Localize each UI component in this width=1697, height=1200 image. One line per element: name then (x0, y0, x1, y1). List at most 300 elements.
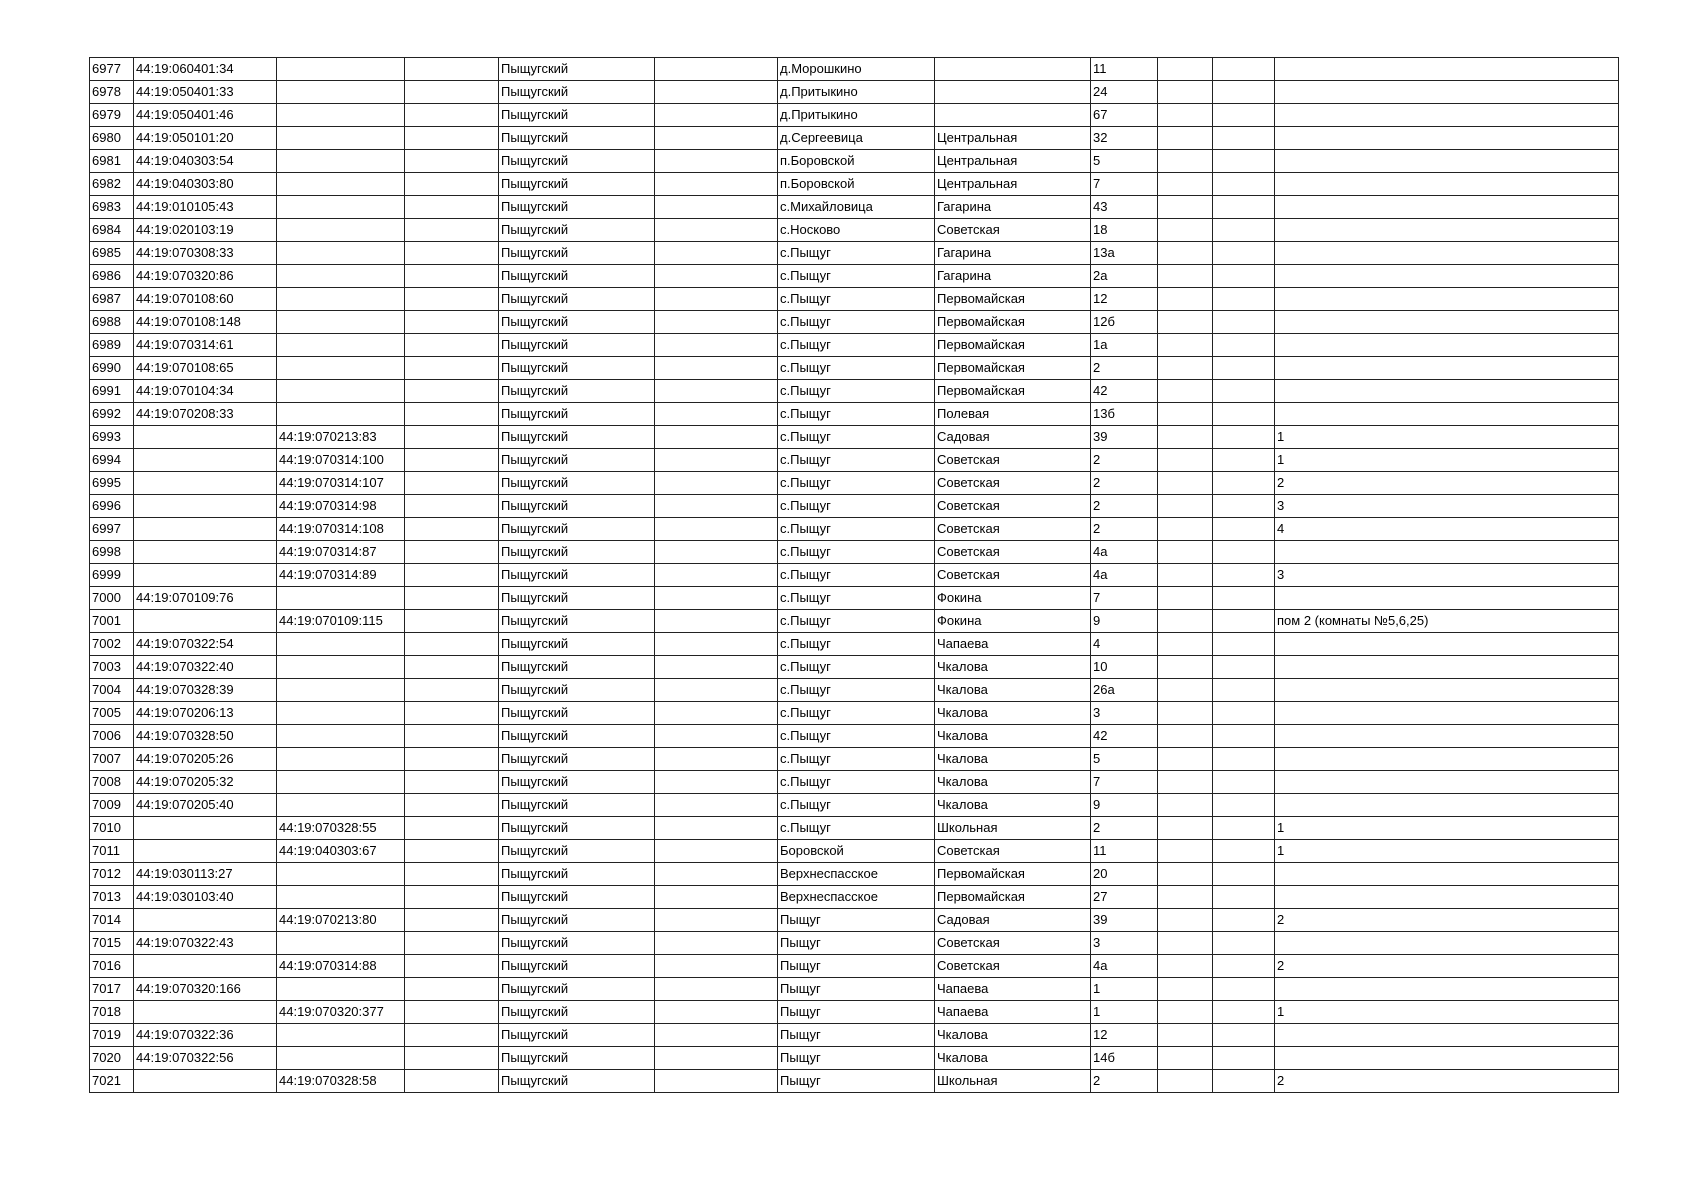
room-cadastral-number-cell (277, 656, 405, 679)
street-cell: Гагарина (935, 265, 1091, 288)
empty-cell (655, 127, 778, 150)
room-cadastral-number-cell (277, 127, 405, 150)
cadastral-number-cell: 44:19:070108:60 (134, 288, 277, 311)
empty-cell (1213, 265, 1275, 288)
locality-cell: с.Пыщуг (778, 265, 935, 288)
empty-cell (405, 610, 499, 633)
apartment-note-cell: 2 (1275, 472, 1619, 495)
district-cell: Пыщугский (499, 1047, 655, 1070)
table-row (90, 587, 1619, 610)
empty-cell (1158, 150, 1213, 173)
apartment-note-cell (1275, 58, 1619, 81)
row-number-cell: 7013 (90, 886, 134, 909)
street-cell: Первомайская (935, 863, 1091, 886)
room-cadastral-number-cell: 44:19:070213:80 (277, 909, 405, 932)
empty-cell (1158, 702, 1213, 725)
empty-cell (1213, 334, 1275, 357)
empty-cell (655, 955, 778, 978)
empty-cell (655, 633, 778, 656)
empty-cell (655, 656, 778, 679)
empty-cell (1213, 150, 1275, 173)
street-cell: Чкалова (935, 771, 1091, 794)
empty-cell (1213, 403, 1275, 426)
room-cadastral-number-cell: 44:19:070328:58 (277, 1070, 405, 1093)
empty-cell (1158, 909, 1213, 932)
apartment-note-cell: 1 (1275, 1001, 1619, 1024)
house-number-cell: 9 (1091, 794, 1158, 817)
empty-cell (655, 932, 778, 955)
empty-cell (655, 748, 778, 771)
apartment-note-cell: 4 (1275, 518, 1619, 541)
empty-cell (1213, 840, 1275, 863)
empty-cell (655, 357, 778, 380)
empty-cell (1158, 610, 1213, 633)
street-cell: Чкалова (935, 1024, 1091, 1047)
room-cadastral-number-cell (277, 196, 405, 219)
empty-cell (1213, 633, 1275, 656)
empty-cell (1213, 863, 1275, 886)
empty-cell (1213, 656, 1275, 679)
empty-cell (1158, 334, 1213, 357)
empty-cell (405, 909, 499, 932)
empty-cell (1158, 1070, 1213, 1093)
table-row (90, 1070, 1619, 1093)
street-cell: Советская (935, 541, 1091, 564)
empty-cell (1158, 679, 1213, 702)
room-cadastral-number-cell (277, 173, 405, 196)
empty-cell (1213, 610, 1275, 633)
row-number-cell: 6998 (90, 541, 134, 564)
empty-cell (1158, 771, 1213, 794)
cadastral-number-cell: 44:19:030103:40 (134, 886, 277, 909)
empty-cell (1213, 357, 1275, 380)
locality-cell: с.Пыщуг (778, 311, 935, 334)
empty-cell (1158, 748, 1213, 771)
row-number-cell: 7020 (90, 1047, 134, 1070)
district-cell: Пыщугский (499, 449, 655, 472)
empty-cell (1158, 311, 1213, 334)
empty-cell (655, 1001, 778, 1024)
empty-cell (655, 403, 778, 426)
empty-cell (1213, 1070, 1275, 1093)
empty-cell (405, 403, 499, 426)
empty-cell (1158, 633, 1213, 656)
empty-cell (1213, 909, 1275, 932)
empty-cell (405, 1047, 499, 1070)
locality-cell: с.Пыщуг (778, 357, 935, 380)
locality-cell: с.Пыщуг (778, 771, 935, 794)
room-cadastral-number-cell (277, 403, 405, 426)
table-row (90, 81, 1619, 104)
cadastral-number-cell: 44:19:050101:20 (134, 127, 277, 150)
apartment-note-cell (1275, 633, 1619, 656)
district-cell: Пыщугский (499, 633, 655, 656)
empty-cell (655, 840, 778, 863)
street-cell: Первомайская (935, 357, 1091, 380)
cadastral-number-cell (134, 955, 277, 978)
apartment-note-cell (1275, 541, 1619, 564)
cadastral-number-cell (134, 840, 277, 863)
table-row (90, 472, 1619, 495)
street-cell: Первомайская (935, 380, 1091, 403)
empty-cell (1158, 518, 1213, 541)
district-cell: Пыщугский (499, 909, 655, 932)
locality-cell: с.Пыщуг (778, 472, 935, 495)
cadastral-number-cell (134, 909, 277, 932)
row-number-cell: 6984 (90, 219, 134, 242)
locality-cell: Пыщуг (778, 978, 935, 1001)
room-cadastral-number-cell (277, 311, 405, 334)
apartment-note-cell (1275, 127, 1619, 150)
table-row (90, 150, 1619, 173)
empty-cell (655, 702, 778, 725)
cadastral-number-cell: 44:19:070328:50 (134, 725, 277, 748)
empty-cell (405, 1024, 499, 1047)
row-number-cell: 7008 (90, 771, 134, 794)
district-cell: Пыщугский (499, 127, 655, 150)
cadastral-number-cell: 44:19:040303:80 (134, 173, 277, 196)
room-cadastral-number-cell: 44:19:070314:108 (277, 518, 405, 541)
locality-cell: д.Морошкино (778, 58, 935, 81)
apartment-note-cell (1275, 794, 1619, 817)
district-cell: Пыщугский (499, 58, 655, 81)
district-cell: Пыщугский (499, 426, 655, 449)
room-cadastral-number-cell (277, 863, 405, 886)
row-number-cell: 7021 (90, 1070, 134, 1093)
house-number-cell: 4а (1091, 541, 1158, 564)
apartment-note-cell (1275, 219, 1619, 242)
locality-cell: с.Пыщуг (778, 426, 935, 449)
registry-sheet (89, 57, 1618, 1093)
empty-cell (405, 886, 499, 909)
room-cadastral-number-cell: 44:19:070314:100 (277, 449, 405, 472)
cadastral-number-cell (134, 541, 277, 564)
empty-cell (1158, 794, 1213, 817)
cadastral-number-cell: 44:19:070109:76 (134, 587, 277, 610)
empty-cell (405, 518, 499, 541)
locality-cell: Пыщуг (778, 932, 935, 955)
house-number-cell: 4а (1091, 564, 1158, 587)
registry-table (89, 57, 1619, 1093)
empty-cell (1158, 656, 1213, 679)
empty-cell (405, 633, 499, 656)
street-cell: Школьная (935, 817, 1091, 840)
empty-cell (405, 656, 499, 679)
room-cadastral-number-cell (277, 357, 405, 380)
room-cadastral-number-cell (277, 633, 405, 656)
house-number-cell: 27 (1091, 886, 1158, 909)
registry-rows (90, 58, 1619, 1093)
district-cell: Пыщугский (499, 472, 655, 495)
street-cell: Чкалова (935, 725, 1091, 748)
cadastral-number-cell: 44:19:070314:61 (134, 334, 277, 357)
empty-cell (655, 265, 778, 288)
apartment-note-cell: пом 2 (комнаты №5,6,25) (1275, 610, 1619, 633)
empty-cell (405, 288, 499, 311)
cadastral-number-cell: 44:19:050401:46 (134, 104, 277, 127)
apartment-note-cell (1275, 679, 1619, 702)
empty-cell (655, 1047, 778, 1070)
empty-cell (1158, 886, 1213, 909)
empty-cell (1213, 311, 1275, 334)
empty-cell (655, 610, 778, 633)
street-cell: Советская (935, 955, 1091, 978)
room-cadastral-number-cell (277, 219, 405, 242)
cadastral-number-cell (134, 449, 277, 472)
street-cell: Фокина (935, 610, 1091, 633)
empty-cell (1158, 357, 1213, 380)
street-cell: Первомайская (935, 334, 1091, 357)
empty-cell (655, 81, 778, 104)
cadastral-number-cell: 44:19:070320:166 (134, 978, 277, 1001)
apartment-note-cell: 1 (1275, 840, 1619, 863)
house-number-cell: 7 (1091, 587, 1158, 610)
room-cadastral-number-cell (277, 1047, 405, 1070)
room-cadastral-number-cell: 44:19:070314:89 (277, 564, 405, 587)
locality-cell: с.Пыщуг (778, 288, 935, 311)
empty-cell (1158, 587, 1213, 610)
row-number-cell: 7003 (90, 656, 134, 679)
apartment-note-cell: 2 (1275, 955, 1619, 978)
street-cell: Центральная (935, 127, 1091, 150)
apartment-note-cell (1275, 334, 1619, 357)
district-cell: Пыщугский (499, 886, 655, 909)
table-row (90, 311, 1619, 334)
empty-cell (655, 564, 778, 587)
empty-cell (405, 771, 499, 794)
empty-cell (655, 449, 778, 472)
cadastral-number-cell: 44:19:070205:32 (134, 771, 277, 794)
empty-cell (1158, 449, 1213, 472)
house-number-cell: 14б (1091, 1047, 1158, 1070)
empty-cell (1158, 81, 1213, 104)
apartment-note-cell (1275, 173, 1619, 196)
row-number-cell: 6993 (90, 426, 134, 449)
table-row (90, 1047, 1619, 1070)
table-row (90, 173, 1619, 196)
row-number-cell: 7010 (90, 817, 134, 840)
empty-cell (1158, 564, 1213, 587)
room-cadastral-number-cell (277, 771, 405, 794)
district-cell: Пыщугский (499, 725, 655, 748)
empty-cell (655, 150, 778, 173)
cadastral-number-cell: 44:19:070208:33 (134, 403, 277, 426)
row-number-cell: 6990 (90, 357, 134, 380)
empty-cell (405, 127, 499, 150)
house-number-cell: 24 (1091, 81, 1158, 104)
apartment-note-cell: 1 (1275, 426, 1619, 449)
empty-cell (655, 679, 778, 702)
cadastral-number-cell: 44:19:070108:65 (134, 357, 277, 380)
house-number-cell: 1 (1091, 978, 1158, 1001)
apartment-note-cell (1275, 1047, 1619, 1070)
apartment-note-cell (1275, 288, 1619, 311)
room-cadastral-number-cell (277, 150, 405, 173)
district-cell: Пыщугский (499, 955, 655, 978)
empty-cell (1213, 886, 1275, 909)
empty-cell (1158, 426, 1213, 449)
cadastral-number-cell: 44:19:070308:33 (134, 242, 277, 265)
street-cell: Чапаева (935, 978, 1091, 1001)
street-cell: Советская (935, 449, 1091, 472)
house-number-cell: 18 (1091, 219, 1158, 242)
district-cell: Пыщугский (499, 1001, 655, 1024)
empty-cell (1213, 564, 1275, 587)
locality-cell: с.Михайловица (778, 196, 935, 219)
empty-cell (1213, 426, 1275, 449)
locality-cell: Пыщуг (778, 909, 935, 932)
table-row (90, 1001, 1619, 1024)
cadastral-number-cell (134, 1070, 277, 1093)
empty-cell (1213, 771, 1275, 794)
district-cell: Пыщугский (499, 978, 655, 1001)
street-cell: Садовая (935, 909, 1091, 932)
house-number-cell: 5 (1091, 150, 1158, 173)
empty-cell (655, 771, 778, 794)
cadastral-number-cell: 44:19:070322:43 (134, 932, 277, 955)
district-cell: Пыщугский (499, 610, 655, 633)
apartment-note-cell (1275, 771, 1619, 794)
empty-cell (405, 58, 499, 81)
empty-cell (1213, 978, 1275, 1001)
locality-cell: Пыщуг (778, 1047, 935, 1070)
locality-cell: д.Притыкино (778, 104, 935, 127)
cadastral-number-cell: 44:19:070322:40 (134, 656, 277, 679)
house-number-cell: 42 (1091, 380, 1158, 403)
district-cell: Пыщугский (499, 518, 655, 541)
locality-cell: Пыщуг (778, 1070, 935, 1093)
room-cadastral-number-cell (277, 265, 405, 288)
empty-cell (1158, 955, 1213, 978)
house-number-cell: 2 (1091, 357, 1158, 380)
empty-cell (405, 265, 499, 288)
room-cadastral-number-cell (277, 748, 405, 771)
empty-cell (655, 909, 778, 932)
empty-cell (405, 794, 499, 817)
locality-cell: д.Притыкино (778, 81, 935, 104)
locality-cell: с.Пыщуг (778, 679, 935, 702)
table-row (90, 380, 1619, 403)
locality-cell: с.Пыщуг (778, 817, 935, 840)
row-number-cell: 6987 (90, 288, 134, 311)
row-number-cell: 7019 (90, 1024, 134, 1047)
empty-cell (1213, 127, 1275, 150)
cadastral-number-cell: 44:19:070205:26 (134, 748, 277, 771)
room-cadastral-number-cell (277, 794, 405, 817)
district-cell: Пыщугский (499, 1024, 655, 1047)
apartment-note-cell: 2 (1275, 1070, 1619, 1093)
street-cell (935, 104, 1091, 127)
empty-cell (1158, 472, 1213, 495)
cadastral-number-cell: 44:19:070322:56 (134, 1047, 277, 1070)
empty-cell (405, 426, 499, 449)
room-cadastral-number-cell (277, 58, 405, 81)
empty-cell (1213, 587, 1275, 610)
empty-cell (405, 311, 499, 334)
row-number-cell: 6979 (90, 104, 134, 127)
empty-cell (1158, 495, 1213, 518)
house-number-cell: 2 (1091, 449, 1158, 472)
row-number-cell: 7012 (90, 863, 134, 886)
district-cell: Пыщугский (499, 196, 655, 219)
row-number-cell: 6994 (90, 449, 134, 472)
house-number-cell: 2а (1091, 265, 1158, 288)
row-number-cell: 7014 (90, 909, 134, 932)
street-cell: Чкалова (935, 702, 1091, 725)
empty-cell (1213, 794, 1275, 817)
house-number-cell: 11 (1091, 840, 1158, 863)
table-row (90, 955, 1619, 978)
room-cadastral-number-cell (277, 702, 405, 725)
table-row (90, 495, 1619, 518)
cadastral-number-cell: 44:19:070320:86 (134, 265, 277, 288)
house-number-cell: 10 (1091, 656, 1158, 679)
empty-cell (655, 817, 778, 840)
street-cell: Советская (935, 564, 1091, 587)
empty-cell (655, 725, 778, 748)
house-number-cell: 20 (1091, 863, 1158, 886)
house-number-cell: 1а (1091, 334, 1158, 357)
cadastral-number-cell: 44:19:070328:39 (134, 679, 277, 702)
empty-cell (655, 426, 778, 449)
empty-cell (405, 1070, 499, 1093)
district-cell: Пыщугский (499, 679, 655, 702)
locality-cell: с.Пыщуг (778, 334, 935, 357)
empty-cell (655, 311, 778, 334)
street-cell: Первомайская (935, 886, 1091, 909)
room-cadastral-number-cell: 44:19:070314:98 (277, 495, 405, 518)
row-number-cell: 6980 (90, 127, 134, 150)
district-cell: Пыщугский (499, 288, 655, 311)
table-row (90, 932, 1619, 955)
cadastral-number-cell (134, 426, 277, 449)
house-number-cell: 12б (1091, 311, 1158, 334)
row-number-cell: 6995 (90, 472, 134, 495)
apartment-note-cell (1275, 656, 1619, 679)
cadastral-number-cell (134, 472, 277, 495)
street-cell: Советская (935, 518, 1091, 541)
empty-cell (1213, 219, 1275, 242)
apartment-note-cell (1275, 265, 1619, 288)
table-row (90, 127, 1619, 150)
room-cadastral-number-cell: 44:19:070328:55 (277, 817, 405, 840)
cadastral-number-cell: 44:19:070322:54 (134, 633, 277, 656)
locality-cell: с.Пыщуг (778, 449, 935, 472)
apartment-note-cell (1275, 886, 1619, 909)
apartment-note-cell (1275, 702, 1619, 725)
empty-cell (405, 679, 499, 702)
district-cell: Пыщугский (499, 173, 655, 196)
house-number-cell: 1 (1091, 1001, 1158, 1024)
empty-cell (405, 840, 499, 863)
locality-cell: Верхнеспасское (778, 886, 935, 909)
row-number-cell: 6988 (90, 311, 134, 334)
apartment-note-cell (1275, 587, 1619, 610)
street-cell: Центральная (935, 150, 1091, 173)
locality-cell: п.Боровской (778, 173, 935, 196)
empty-cell (655, 1070, 778, 1093)
empty-cell (405, 150, 499, 173)
empty-cell (1213, 196, 1275, 219)
street-cell: Гагарина (935, 196, 1091, 219)
empty-cell (1158, 380, 1213, 403)
table-row (90, 288, 1619, 311)
table-row (90, 817, 1619, 840)
street-cell: Полевая (935, 403, 1091, 426)
locality-cell: с.Пыщуг (778, 564, 935, 587)
row-number-cell: 7009 (90, 794, 134, 817)
empty-cell (655, 58, 778, 81)
